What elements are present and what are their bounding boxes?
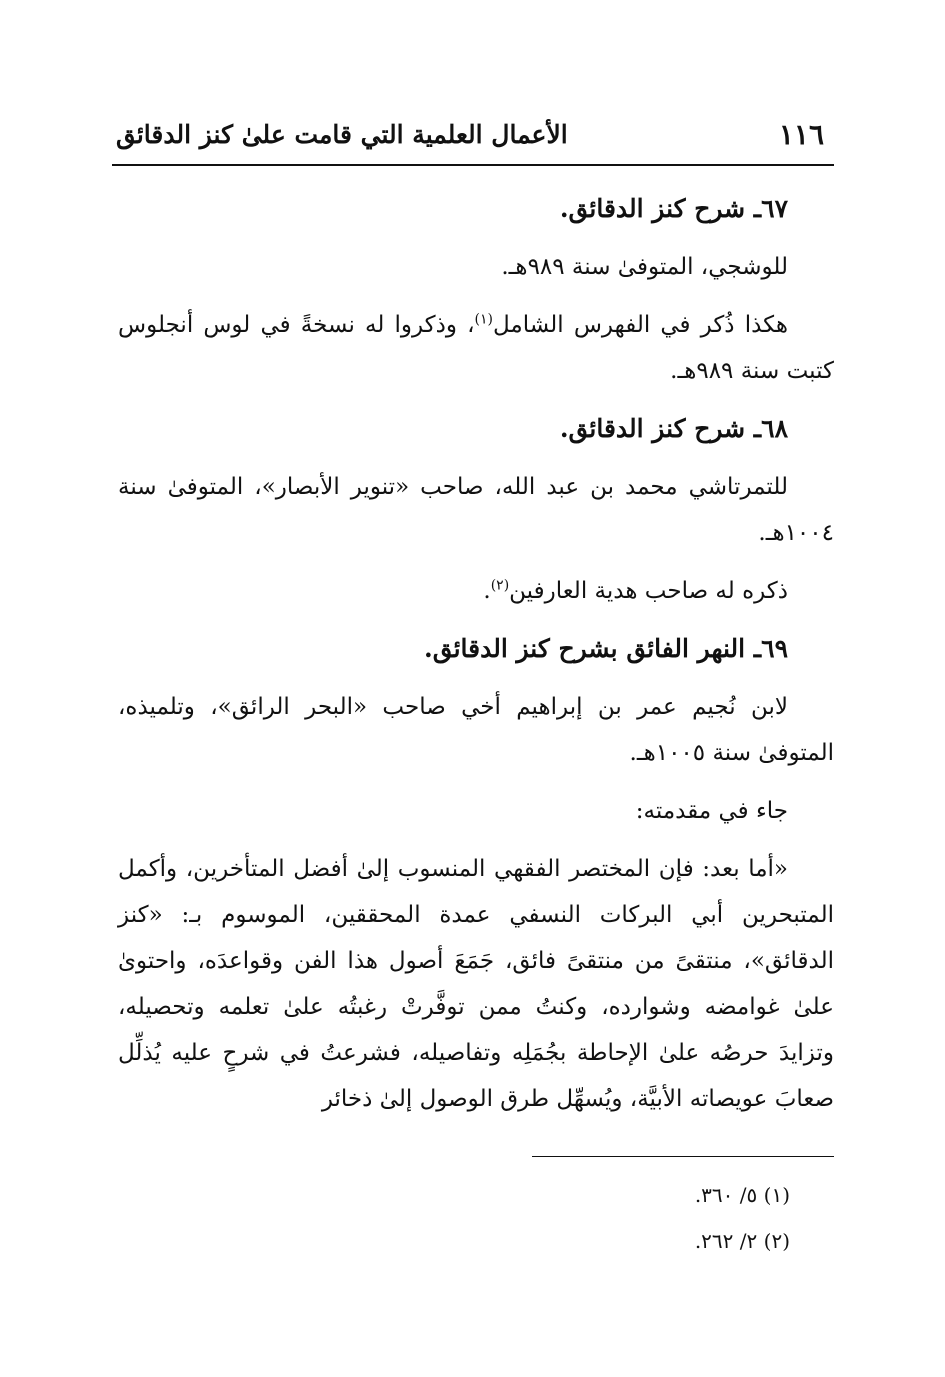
entry-67-note-text-end: ، وذكروا له نسخةً في لوس أنجلوس كتبت سنة ٩٨٩هـ. xyxy=(118,312,834,384)
entry-heading-68: ٦٨ـ شرح كنز الدقائق. xyxy=(559,414,788,443)
entry-heading-67: ٦٧ـ شرح كنز الدقائق. xyxy=(559,194,788,223)
entry-heading-69: ٦٩ـ النهر الفائق بشرح كنز الدقائق. xyxy=(424,634,788,663)
entry-69-intro: جاء في مقدمته: xyxy=(635,798,788,824)
entry-68-note-text: ذكره له صاحب هدية العارفين xyxy=(509,578,788,604)
header-rule xyxy=(112,164,834,166)
running-title: الأعمال العلمية التي قامت علىٰ كنز الدقائق xyxy=(116,120,568,149)
entry-69-author: لابن نُجيم عمر بن إبراهيم أخي صاحب «البحر الرائق»، وتلميذه، المتوفىٰ سنة ١٠٠٥هـ. xyxy=(118,694,834,766)
entry-68-note xyxy=(118,568,834,614)
entry-68-note-text-end: . xyxy=(483,578,491,604)
footnote-rule xyxy=(532,1156,834,1157)
entry-68-author: للتمرتاشي محمد بن عبد الله، صاحب «تنوير الأبصار»، المتوفىٰ سنة ١٠٠٤هـ. xyxy=(118,474,834,546)
entry-67-note xyxy=(118,302,834,394)
footnote-1: (١) ٥/ ٣٦٠. xyxy=(694,1183,790,1207)
footnotes xyxy=(530,1174,790,1266)
page-header xyxy=(112,118,834,162)
page-number: ١١٦ xyxy=(778,118,824,151)
footnote-ref-2[interactable]: (٢) xyxy=(490,577,510,594)
entry-69-quote: «أما بعد: فإن المختصر الفقهي المنسوب إلىٰ أفضل المتأخرين، وأكمل المتبحرين أبي البركات النسفي عمدة المحققين، الموسوم بـ: «كنز الدقائق»، منتقىً من منتقىً فائق، جَمَعَ أصول هذا الفن وقواعدَه، واحتوىٰ علىٰ غوامضه وشوارده، وكنتُ ممن توفَّرتْ رغبتُه علىٰ تعلمه وتحصيله، وتزايدَ حرصُه علىٰ الإحاطة بجُمَلِه وتفاصيله، فشرعتُ في شرحٍ عليه يُذلِّل صعابَ عويصاته الأبيَّة، ويُسهِّل طرق الوصول إلىٰ ذخائر xyxy=(118,856,834,1112)
entry-67-author: للوشجي، المتوفىٰ سنة ٩٨٩هـ. xyxy=(501,254,788,280)
main-text xyxy=(118,186,834,1134)
entry-67-note-text: هكذا ذُكر في الفهرس الشامل xyxy=(493,312,788,338)
footnote-ref-1[interactable]: (١) xyxy=(474,311,494,328)
footnote-2: (٢) ٢/ ٢٦٢. xyxy=(694,1229,790,1253)
